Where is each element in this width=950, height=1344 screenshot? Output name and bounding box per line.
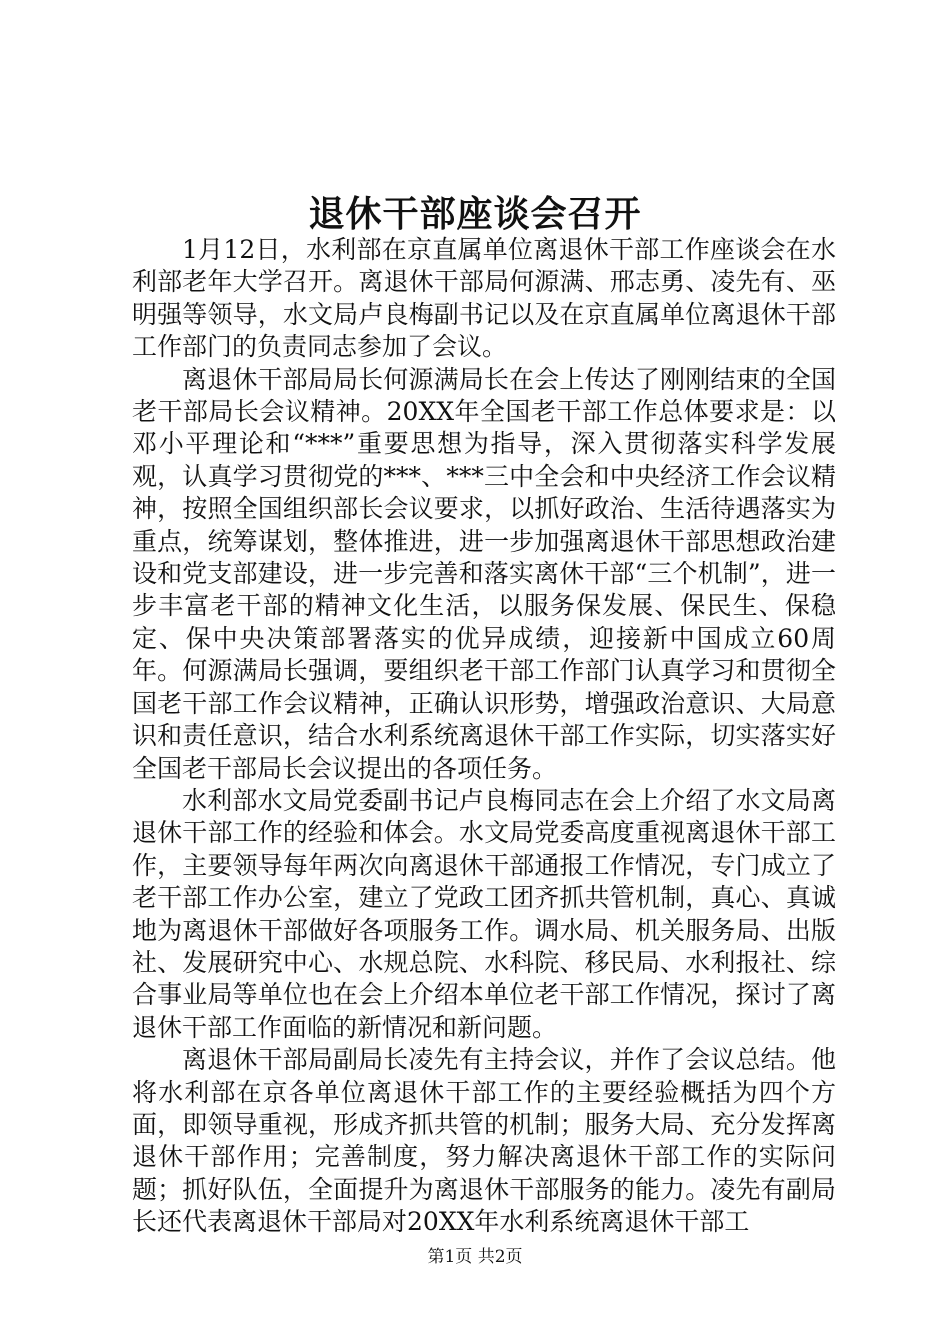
page-number-footer: 第1页 共2页 (427, 1247, 523, 1267)
paragraph-1: 1月12日，水利部在京直属单位离退休干部工作座谈会在水利部老年大学召开。离退休干部局何源满、邢志勇、凌先有、巫明强等领导，水文局卢良梅副书记以及在京直属单位离退休干部工作部门的负责同志参加了会议。 (132, 235, 836, 362)
document-body (132, 234, 836, 1239)
paragraph-3: 水利部水文局党委副书记卢良梅同志在会上介绍了水文局离退休干部工作的经验和体会。水文局党委高度重视离退休干部工作，主要领导每年两次向离退休干部通报工作情况，专门成立了老干部工作办公室，建立了党政工团齐抓共管机制，真心、真诚地为离退休干部做好各项服务工作。调水局、机关服务局、出版社、发展研究中心、水规总院、水科院、移民局、水利报社、综合事业局等单位也在会上介绍本单位老干部工作情况，探讨了离退休干部工作面临的新情况和新问题。 (132, 785, 836, 1042)
document-title: 退休干部座谈会召开 (308, 193, 642, 235)
paragraph-2: 离退休干部局局长何源满局长在会上传达了刚刚结束的全国老干部局长会议精神。20XX年全国老干部工作总体要求是：以邓小平理论和“***”重要思想为指导，深入贯彻落实科学发展观，认真学习贯彻党的***、***三中全会和中央经济工作会议精神，按照全国组织部长会议要求，以抓好政治、生活待遇落实为重点，统筹谋划，整体推进，进一步加强离退休干部思想政治建设和党支部建设，进一步完善和落实离休干部“三个机制”，进一步丰富老干部的精神文化生活，以服务保发展、保民生、保稳定、保中央决策部署落实的优异成绩，迎接新中国成立60周年。何源满局长强调，要组织老干部工作部门认真学习和贯彻全国老干部工作会议精神，正确认识形势，增强政治意识、大局意识和责任意识，结合水利系统离退休干部工作实际，切实落实好全国老干部局长会议提出的各项任务。 (132, 364, 836, 783)
paragraph-4: 离退休干部局副局长凌先有主持会议，并作了会议总结。他将水利部在京各单位离退休干部工作的主要经验概括为四个方面，即领导重视，形成齐抓共管的机制；服务大局、充分发挥离退休干部作用；完善制度，努力解决离退休干部工作的实际问题；抓好队伍，全面提升为离退休干部服务的能力。凌先有副局长还代表离退休干部局对20XX年水利系统离退休干部工 (132, 1045, 836, 1237)
